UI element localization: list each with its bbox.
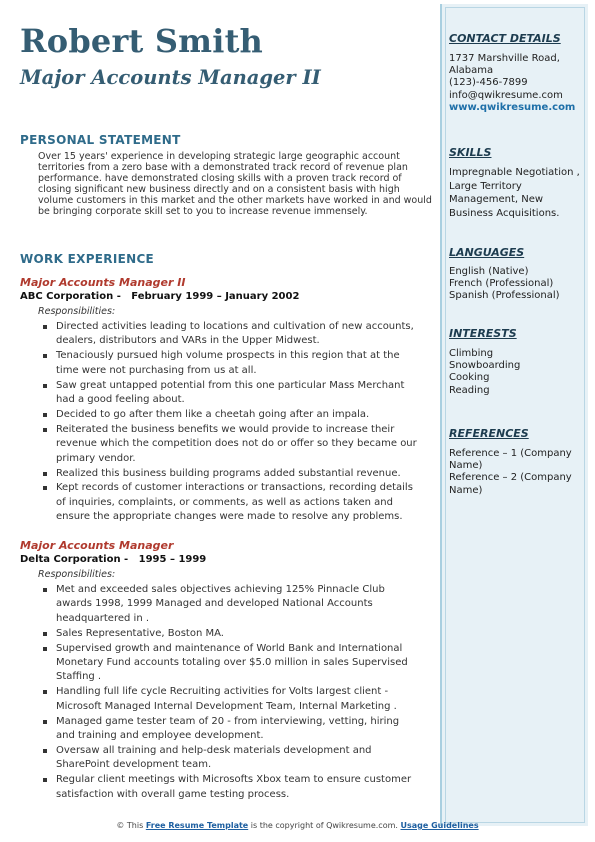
list-item: Saw great untapped potential from this one particular Mass Merchant had a good feeling about.: [56, 379, 420, 408]
list-item: Climbing: [449, 348, 494, 359]
list-item: Realized this business building programs added substantial revenue.: [56, 467, 420, 481]
contact-phone: (123)-456-7899: [449, 77, 528, 89]
list-item: Snowboarding: [449, 360, 521, 372]
list-item: English (Native): [449, 266, 529, 277]
list-item: Cooking: [449, 372, 490, 384]
interests-list: [449, 348, 582, 397]
list-item: French (Professional): [449, 278, 554, 290]
list-item: Decided to go after them like a cheetah going after an impala.: [56, 408, 420, 422]
job-entry-2: [20, 539, 420, 803]
candidate-title: Major Accounts Manager II: [20, 66, 321, 89]
list-item: Kept records of customer interactions or transactions, recording details of inquiries, complaints, or comments, as well as actions taken and ensure the appropriate changes were made to resolve any problems.: [56, 481, 420, 524]
list-item: Managed game tester team of 20 - from interviewing, vetting, hiring and training and employee development.: [56, 715, 420, 744]
list-item: Reiterated the business benefits we would provide to increase their revenue which the competition does not do or offer so they became our primary vendor.: [56, 423, 420, 466]
job-entry-1: [20, 276, 420, 525]
contact-website-link[interactable]: www.qwikresume.com: [449, 101, 576, 113]
list-item: Reference – 2 (Company Name): [449, 472, 572, 496]
references-heading: REFERENCES: [449, 427, 529, 440]
list-item: Directed activities leading to locations and cultivation of new accounts, dealers, distributors and VARs in the Upper Midwest.: [56, 320, 420, 349]
footer-prefix: © This: [116, 821, 144, 830]
free-resume-template-link[interactable]: Free Resume Template: [145, 821, 249, 830]
responsibilities-list: [20, 320, 420, 525]
list-item: Regular client meetings with Microsofts Xbox team to ensure customer satisfaction with overall game testing process.: [56, 773, 420, 802]
references-list: [449, 448, 582, 497]
list-item: Handling full life cycle Recruiting activities for Volts largest client - Microsoft Managed Internal Development Team, Internal Marketing .: [56, 685, 420, 714]
personal-statement-text: Over 15 years' experience in developing strategic large geographic account territories from a zero base with a demonstrated track record of revenue plan performance. have demonstrated closing skills with a proven track record of closing significant new business directly and on a consistent basis with high volume customers in this market and the other markets have worked in and would be bringing corporate skill set to you to increase revenue immensely.: [38, 151, 432, 217]
responsibilities-label: Responsibilities:: [38, 306, 116, 317]
footer-copyright-text: is the copyright of Qwikresume.com.: [250, 821, 398, 830]
contact-address: 1737 Marshville Road, Alabama: [449, 53, 560, 77]
responsibilities-label: Responsibilities:: [38, 569, 116, 580]
list-item: Supervised growth and maintenance of World Bank and International Monetary Fund accounts totaling over $5.0 million in sales Supervised Staffing .: [56, 642, 420, 685]
list-item: Reading: [449, 384, 490, 396]
list-item: Met and exceeded sales objectives achieving 125% Pinnacle Club awards 1998, 1999 Managed and developed National Accounts headquartered in .: [56, 583, 420, 626]
contact-email[interactable]: info@qwikresume.com: [449, 89, 563, 101]
list-item: Spanish (Professional): [449, 290, 560, 302]
footer: [0, 821, 595, 830]
skills-text: Impregnable Negotiation , Large Territory Management, New Business Acquisitions.: [449, 167, 580, 219]
languages-heading: LANGUAGES: [449, 246, 525, 259]
job-company-dates: ABC Corporation - February 1999 – January 2002: [20, 291, 300, 302]
candidate-name: Robert Smith: [20, 22, 264, 60]
work-experience-heading: WORK EXPERIENCE: [20, 252, 155, 266]
list-item: Sales Representative, Boston MA.: [56, 627, 420, 641]
list-item: Tenaciously pursued high volume prospects in this region that at the time were not purchasing from us at all.: [56, 349, 420, 378]
languages-list: [449, 266, 582, 303]
job-title: Major Accounts Manager: [20, 539, 174, 552]
list-item: Reference – 1 (Company Name): [449, 448, 572, 472]
responsibilities-list: [20, 583, 420, 802]
interests-heading: INTERESTS: [449, 327, 517, 340]
skills-heading: SKILLS: [449, 146, 492, 159]
usage-guidelines-link[interactable]: Usage Guidelines: [400, 821, 479, 830]
contact-heading: CONTACT DETAILS: [449, 32, 561, 45]
sidebar: [440, 4, 588, 826]
list-item: Oversaw all training and help-desk materials development and SharePoint development team.: [56, 744, 420, 773]
sidebar-border: [445, 7, 585, 823]
personal-statement-heading: PERSONAL STATEMENT: [20, 133, 181, 147]
job-title: Major Accounts Manager II: [20, 276, 186, 289]
contact-details: [449, 53, 582, 114]
job-company-dates: Delta Corporation - 1995 – 1999: [20, 554, 207, 565]
